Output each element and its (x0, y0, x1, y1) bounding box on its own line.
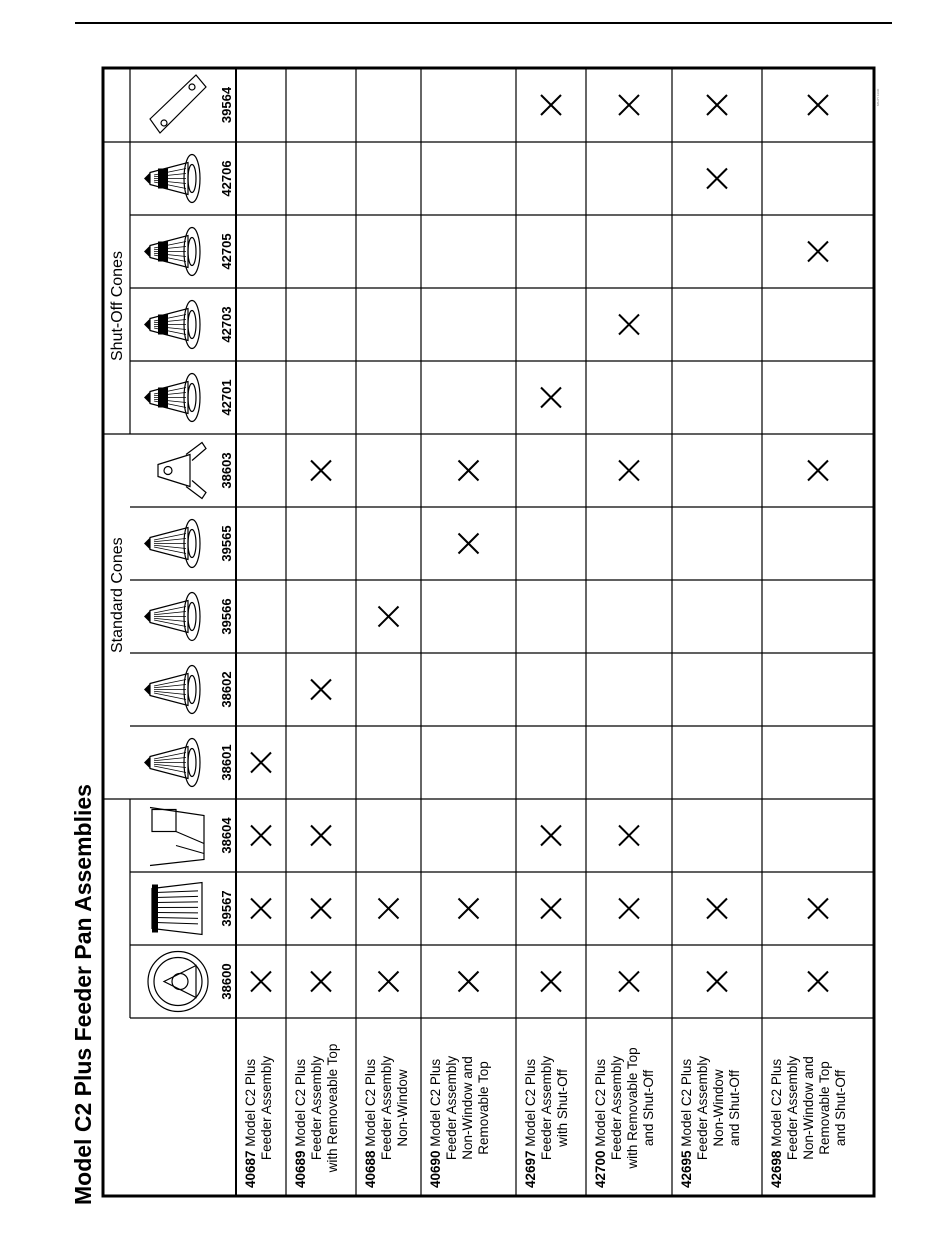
x-mark (459, 899, 479, 919)
cone-icon (144, 666, 200, 714)
x-mark (251, 753, 271, 773)
x-mark (808, 899, 828, 919)
part-number: 39564 (219, 86, 234, 124)
assembly-desc: Model C2 Plus (593, 1058, 608, 1147)
x-mark (541, 826, 561, 846)
assembly-label (363, 1056, 410, 1188)
x-mark (541, 388, 561, 408)
x-mark (707, 972, 727, 992)
assembly-label (293, 1044, 340, 1188)
assembly-label (523, 1056, 570, 1188)
shut-off-cone-icon (144, 301, 200, 349)
assembly-desc: Removable Top (817, 1061, 832, 1155)
x-mark (251, 972, 271, 992)
feeder-pan-icon (148, 952, 208, 1012)
shut-off-cone-icon (144, 374, 200, 422)
assembly-label-line (363, 1059, 378, 1188)
part-number: 42705 (219, 233, 234, 270)
part-number: 38601 (219, 744, 234, 781)
x-mark (251, 826, 271, 846)
grill-icon (152, 883, 202, 935)
assembly-desc: Feeder Assembly (539, 1055, 554, 1161)
assembly-label (593, 1047, 656, 1188)
shut-off-cone-icon (144, 228, 200, 276)
assembly-label-line (428, 1059, 443, 1188)
x-mark (311, 680, 331, 700)
part-number: 39565 (219, 525, 234, 562)
part-number: 38600 (219, 963, 234, 1000)
assembly-desc: with Shut-Off (555, 1069, 570, 1147)
assembly-number: 42700 (593, 1146, 608, 1188)
assembly-desc: Removable Top (476, 1061, 491, 1155)
x-mark (311, 461, 331, 481)
x-mark (619, 826, 639, 846)
assembly-label-line (523, 1059, 538, 1188)
x-mark (707, 899, 727, 919)
page-title: Model C2 Plus Feeder Pan Assemblies (70, 784, 96, 1205)
x-mark (311, 899, 331, 919)
assembly-desc: Non-Window and (460, 1056, 475, 1160)
assembly-desc: Feeder Assembly (785, 1055, 800, 1161)
assembly-label (243, 1056, 274, 1188)
assembly-desc: Model C2 Plus (428, 1058, 443, 1147)
assembly-desc: Feeder Assembly (609, 1055, 624, 1161)
plate-icon (150, 75, 206, 133)
assembly-label-line (769, 1059, 784, 1188)
x-mark (707, 95, 727, 115)
assembly-label-line (293, 1059, 308, 1188)
assembly-desc: Non-Window (395, 1069, 410, 1147)
assembly-desc: and Shut-Off (641, 1069, 656, 1147)
assembly-desc: Model C2 Plus (679, 1058, 694, 1147)
assembly-desc: and Shut-Off (833, 1069, 848, 1147)
x-mark (459, 534, 479, 554)
part-number: 38604 (219, 817, 234, 854)
assembly-desc: Model C2 Plus (769, 1058, 784, 1147)
assembly-desc: Model C2 Plus (363, 1058, 378, 1147)
corner-code: MS-0Y 11/30 (876, 88, 880, 106)
assembly-desc: and Shut-Off (727, 1069, 742, 1147)
x-mark (379, 899, 399, 919)
part-number: 39566 (219, 598, 234, 635)
x-mark (619, 95, 639, 115)
assembly-number: 40688 (363, 1146, 378, 1188)
assembly-desc: Feeder Assembly (444, 1055, 459, 1161)
x-mark (541, 972, 561, 992)
group-label-standard-cones: Standard Cones (109, 537, 126, 653)
x-mark (459, 461, 479, 481)
assembly-desc: Feeder Assembly (695, 1055, 710, 1161)
group-label-shut-off-cones: Shut-Off Cones (109, 251, 126, 361)
x-mark (808, 95, 828, 115)
assembly-number: 40689 (293, 1146, 308, 1188)
part-number: 38603 (219, 452, 234, 489)
assembly-number: 42695 (679, 1146, 694, 1188)
assembly-desc: with Removable Top (625, 1047, 640, 1169)
cone-clip-icon (158, 443, 206, 499)
part-number: 42703 (219, 306, 234, 343)
assembly-label (679, 1056, 742, 1188)
assembly-desc: with Removeable Top (325, 1043, 340, 1173)
assembly-number: 42698 (769, 1146, 784, 1188)
x-mark (619, 972, 639, 992)
x-mark (619, 461, 639, 481)
part-number: 42706 (219, 160, 234, 197)
x-mark (251, 899, 271, 919)
x-mark (808, 461, 828, 481)
x-mark (311, 826, 331, 846)
x-mark (619, 315, 639, 335)
part-number: 42701 (219, 379, 234, 416)
x-mark (459, 972, 479, 992)
assembly-desc: Non-Window (711, 1069, 726, 1147)
x-mark (808, 972, 828, 992)
x-mark (379, 972, 399, 992)
x-mark (379, 607, 399, 627)
assembly-desc: Model C2 Plus (523, 1058, 538, 1147)
shut-off-cone-icon (144, 155, 200, 203)
x-mark (619, 899, 639, 919)
assembly-desc: Feeder Assembly (259, 1055, 274, 1161)
window-bracket-icon (150, 808, 204, 866)
assembly-desc: Model C2 Plus (293, 1058, 308, 1147)
assembly-desc: Feeder Assembly (309, 1055, 324, 1161)
assembly-desc: Feeder Assembly (379, 1055, 394, 1161)
part-number: 38602 (219, 671, 234, 708)
assembly-label-line (679, 1059, 694, 1188)
assembly-label (769, 1056, 848, 1188)
cone-icon (144, 739, 200, 787)
x-mark (541, 95, 561, 115)
assembly-number: 40690 (428, 1146, 443, 1188)
assembly-number: 42697 (523, 1146, 538, 1188)
assembly-number: 40687 (243, 1146, 258, 1188)
cone-icon (144, 593, 200, 641)
assembly-label-line (243, 1059, 258, 1188)
x-mark (541, 899, 561, 919)
assembly-label-line (593, 1059, 608, 1188)
x-mark (808, 242, 828, 262)
cone-icon (144, 520, 200, 568)
assembly-label (428, 1056, 491, 1188)
x-mark (707, 169, 727, 189)
assembly-desc: Model C2 Plus (243, 1058, 258, 1147)
part-number: 39567 (219, 890, 234, 927)
assembly-desc: Non-Window and (801, 1056, 816, 1160)
x-mark (311, 972, 331, 992)
